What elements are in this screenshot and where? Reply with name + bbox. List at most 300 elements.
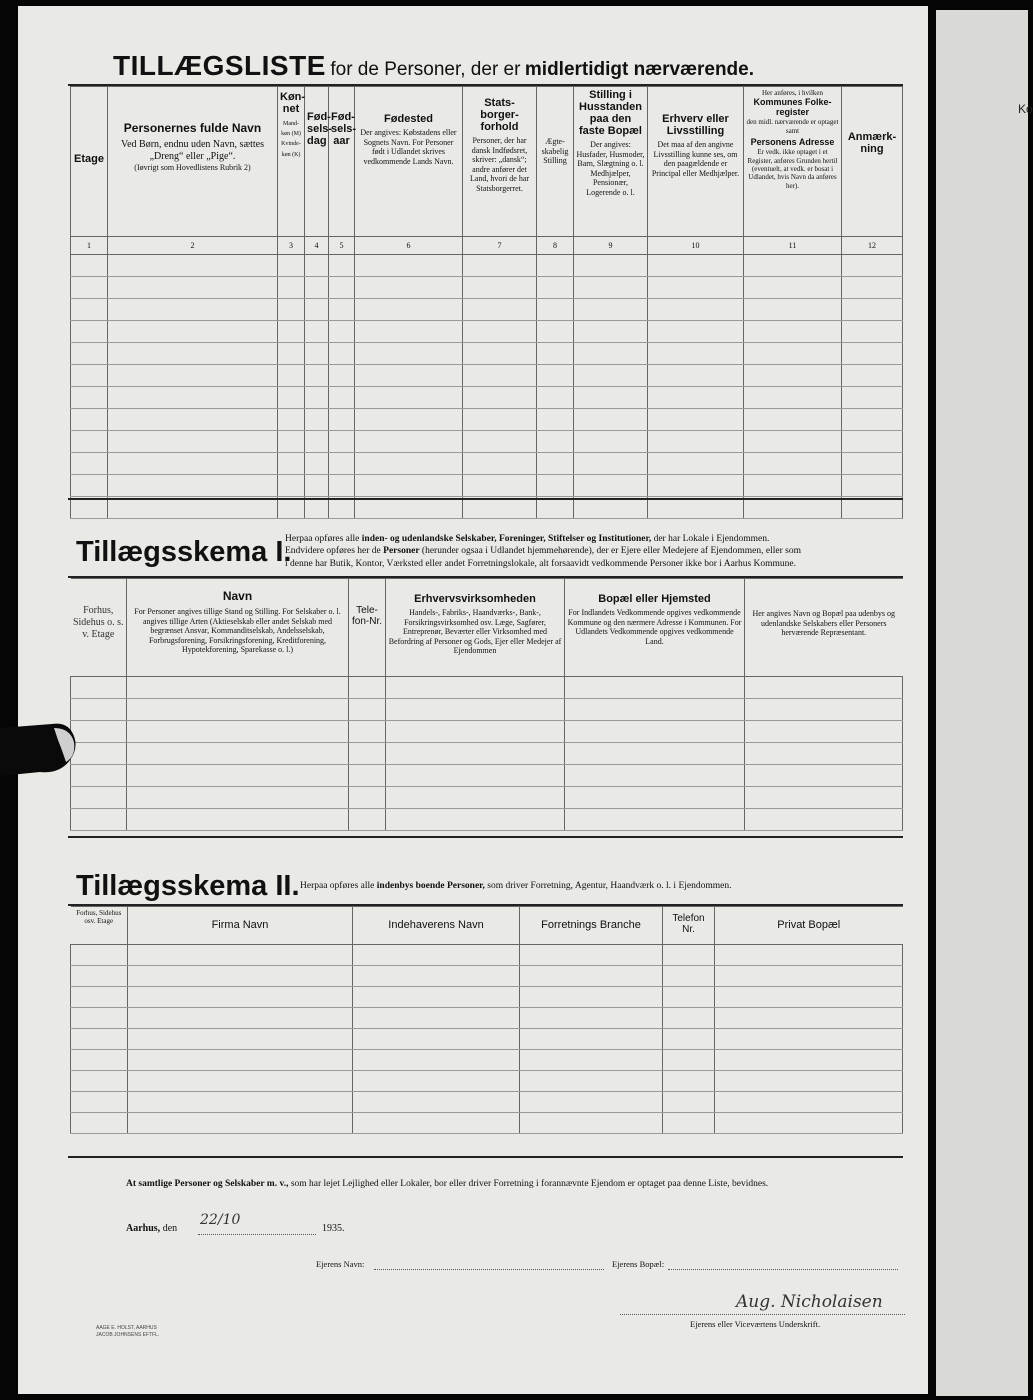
table-cell[interactable] <box>355 343 463 365</box>
skema1-intro-2c: (herunder ogsaa i Udlandet hjemmehørende), der er Ejere eller Medejere af Ejendommen, eller som <box>421 546 801 557</box>
table-cell[interactable] <box>745 765 903 787</box>
col-number: 12 <box>842 237 903 255</box>
skema1-header-name-sub: For Personer angives tillige Stand og Stilling. For Selskaber o. l. angives tillige Arten (Aktieselskab eller andet Selskab med begrænset Ansvar, Kommanditselskab, Andelsselskab, Forbrugsforening, Forsikringsforening, Kreditforening, Hypotekforening, Sparekasse o. l.) <box>134 607 341 655</box>
table-cell[interactable] <box>520 1008 663 1029</box>
table-cell[interactable] <box>355 277 463 299</box>
table-cell[interactable] <box>537 431 574 453</box>
table-cell[interactable] <box>537 409 574 431</box>
skema1-intro-3: i denne har Butik, Kontor, Værksted eller andet Forretningslokale, alt forsaavidt vedkommende Personer ikke bor i Aarhus Kommune. <box>285 558 797 569</box>
table-cell[interactable] <box>715 1113 903 1134</box>
skema1-intro <box>285 533 905 570</box>
table-cell[interactable] <box>128 987 353 1008</box>
table-cell[interactable] <box>71 1050 128 1071</box>
table-cell[interactable] <box>386 743 565 765</box>
table-cell[interactable] <box>71 1029 128 1050</box>
table-cell[interactable] <box>565 809 745 831</box>
table-cell[interactable] <box>565 699 745 721</box>
table-row <box>71 255 903 277</box>
table-cell[interactable] <box>353 1092 520 1113</box>
table-cell[interactable] <box>574 387 648 409</box>
table-cell[interactable] <box>574 277 648 299</box>
table-cell[interactable] <box>537 475 574 497</box>
table-cell[interactable] <box>108 387 278 409</box>
table-cell[interactable] <box>463 387 537 409</box>
table-cell[interactable] <box>71 787 127 809</box>
table-cell[interactable] <box>71 343 108 365</box>
table-cell[interactable] <box>574 431 648 453</box>
table-cell[interactable] <box>128 945 353 966</box>
table-cell[interactable] <box>744 277 842 299</box>
skema2-header-firm <box>128 907 353 945</box>
table-cell[interactable] <box>71 945 128 966</box>
table-cell[interactable] <box>537 321 574 343</box>
header-birthplace-sub: Der angives: Købstadens eller Sognets Navn. For Personer født i Udlandet skrives vedkommende Lands Navn. <box>360 128 457 166</box>
table-cell[interactable] <box>463 409 537 431</box>
table-cell[interactable] <box>128 966 353 987</box>
table-cell[interactable] <box>386 721 565 743</box>
header-register-sub: den midl. nærværende er optaget samt <box>746 118 839 135</box>
table-cell[interactable] <box>537 387 574 409</box>
main-table-bottom-rule <box>68 498 903 500</box>
table-cell[interactable] <box>744 365 842 387</box>
table-cell[interactable] <box>108 343 278 365</box>
table-cell[interactable] <box>663 966 715 987</box>
table-cell[interactable] <box>463 431 537 453</box>
table-cell[interactable] <box>386 699 565 721</box>
table-cell[interactable] <box>353 945 520 966</box>
table-cell[interactable] <box>353 1029 520 1050</box>
table-cell[interactable] <box>744 343 842 365</box>
skema1-table <box>70 578 903 831</box>
table-row <box>71 721 903 743</box>
table-cell[interactable] <box>278 387 305 409</box>
table-cell[interactable] <box>463 299 537 321</box>
table-cell[interactable] <box>715 987 903 1008</box>
table-cell[interactable] <box>127 743 349 765</box>
date-handwritten: 22/10 <box>200 1212 241 1228</box>
table-cell[interactable] <box>278 321 305 343</box>
table-cell[interactable] <box>663 987 715 1008</box>
signature-handwritten: Aug. Nicholaisen <box>736 1292 883 1312</box>
table-cell[interactable] <box>355 299 463 321</box>
table-cell[interactable] <box>71 277 108 299</box>
table-cell[interactable] <box>537 277 574 299</box>
table-cell[interactable] <box>108 255 278 277</box>
table-cell[interactable] <box>108 431 278 453</box>
header-etage <box>71 87 108 237</box>
table-cell[interactable] <box>715 1071 903 1092</box>
table-cell[interactable] <box>744 431 842 453</box>
table-cell[interactable] <box>305 299 329 321</box>
table-cell[interactable] <box>108 409 278 431</box>
table-cell[interactable] <box>71 1113 128 1134</box>
table-cell[interactable] <box>71 431 108 453</box>
header-remarks-title: Anmærk-ning <box>847 131 897 155</box>
skema1-header-business-sub: Handels-, Fabriks-, Haandværks-, Bank-, Forsikringsvirksomhed osv. Læge, Sagfører, Entreprenør, Beværter eller Virksomhed med Befordring af Personer og Gods, Ejer eller Medejer af Ejendommen <box>388 608 562 656</box>
table-cell[interactable] <box>663 1050 715 1071</box>
table-cell[interactable] <box>355 255 463 277</box>
owner-name-label: Ejerens Navn: <box>316 1259 365 1269</box>
table-cell[interactable] <box>128 1113 353 1134</box>
table-cell[interactable] <box>663 945 715 966</box>
table-cell[interactable] <box>520 1050 663 1071</box>
table-row <box>71 299 903 321</box>
table-cell[interactable] <box>71 966 128 987</box>
skema1-intro-1a: Herpaa opføres alle <box>285 534 360 544</box>
table-cell[interactable] <box>353 1008 520 1029</box>
skema2-intro-b: indenbys boende Personer, <box>376 881 485 891</box>
table-cell[interactable] <box>745 699 903 721</box>
table-cell[interactable] <box>71 365 108 387</box>
table-cell[interactable] <box>574 255 648 277</box>
table-cell[interactable] <box>520 1071 663 1092</box>
header-gender-title: Køn-net <box>280 91 306 115</box>
footer-place <box>126 1222 177 1235</box>
table-cell[interactable] <box>71 299 108 321</box>
table-cell[interactable] <box>305 431 329 453</box>
table-cell[interactable] <box>715 1029 903 1050</box>
table-cell[interactable] <box>108 321 278 343</box>
table-cell[interactable] <box>305 453 329 475</box>
table-cell[interactable] <box>355 431 463 453</box>
table-cell[interactable] <box>842 431 903 453</box>
table-cell[interactable] <box>520 1113 663 1134</box>
header-household <box>574 87 648 237</box>
table-cell[interactable] <box>349 677 386 699</box>
table-cell[interactable] <box>71 475 108 497</box>
skema2-title: Tillægsskema II. <box>76 870 300 902</box>
table-cell[interactable] <box>71 699 127 721</box>
table-row <box>71 475 903 497</box>
header-citizenship-sub: Personer, der har dansk Indfødsret, skriver: „dansk“; andre anfører det Land, hvori de har Statsborgerret. <box>469 136 530 193</box>
header-gender <box>278 87 305 237</box>
date-line <box>198 1234 316 1235</box>
skema1-header-name-title: Navn <box>222 589 253 603</box>
form-page <box>18 6 928 1394</box>
table-cell[interactable] <box>842 453 903 475</box>
table-cell[interactable] <box>128 1050 353 1071</box>
table-cell[interactable] <box>355 475 463 497</box>
main-table <box>70 86 903 519</box>
table-cell[interactable] <box>71 321 108 343</box>
table-cell[interactable] <box>663 1113 715 1134</box>
skema2-header-phone-label: Telefon Nr. <box>672 913 705 935</box>
table-cell[interactable] <box>565 677 745 699</box>
table-cell[interactable] <box>537 343 574 365</box>
table-cell[interactable] <box>278 409 305 431</box>
table-cell[interactable] <box>537 365 574 387</box>
header-household-sub: Der angives: Husfader, Husmoder, Barn, Slægtning o. l. Medhjælper, Pensionær, Logerende o. l. <box>576 140 645 197</box>
table-cell[interactable] <box>278 343 305 365</box>
table-cell[interactable] <box>744 475 842 497</box>
table-cell[interactable] <box>128 1071 353 1092</box>
table-cell[interactable] <box>648 409 744 431</box>
table-cell[interactable] <box>745 787 903 809</box>
table-cell[interactable] <box>842 387 903 409</box>
table-cell[interactable] <box>537 453 574 475</box>
table-row <box>71 277 903 299</box>
table-cell[interactable] <box>574 343 648 365</box>
skema1-bottom-rule <box>68 836 903 838</box>
table-cell[interactable] <box>463 255 537 277</box>
table-cell[interactable] <box>715 945 903 966</box>
main-title <box>113 50 754 82</box>
table-cell[interactable] <box>663 1071 715 1092</box>
table-cell[interactable] <box>648 475 744 497</box>
table-cell[interactable] <box>329 321 355 343</box>
table-cell[interactable] <box>648 277 744 299</box>
table-cell[interactable] <box>842 475 903 497</box>
table-cell[interactable] <box>329 299 355 321</box>
table-cell[interactable] <box>386 765 565 787</box>
table-cell[interactable] <box>305 343 329 365</box>
table-cell[interactable] <box>329 409 355 431</box>
footer-den-label: den <box>162 1223 178 1234</box>
table-row <box>71 365 903 387</box>
table-cell[interactable] <box>127 677 349 699</box>
table-cell[interactable] <box>127 809 349 831</box>
table-cell[interactable] <box>305 365 329 387</box>
table-cell[interactable] <box>574 409 648 431</box>
footer-statement-a: At samtlige Personer og Selskaber m. v., <box>126 1179 289 1189</box>
header-register-title2: Personens Adresse <box>750 137 835 148</box>
owner-address-label: Ejerens Bopæl: <box>612 1259 665 1269</box>
skema1-header-business-title: Erhvervsvirksomheden <box>414 593 536 605</box>
header-occupation-title: Erhverv eller Livsstilling <box>662 113 729 137</box>
table-cell[interactable] <box>71 1071 128 1092</box>
table-cell[interactable] <box>744 321 842 343</box>
table-cell[interactable] <box>386 787 565 809</box>
table-cell[interactable] <box>386 809 565 831</box>
table-cell[interactable] <box>574 321 648 343</box>
table-cell[interactable] <box>355 453 463 475</box>
header-gender-sub: Mand-køn (M) Kvinde-køn (K) <box>281 121 301 158</box>
skema1-header-etage <box>71 579 127 677</box>
table-cell[interactable] <box>127 721 349 743</box>
table-cell[interactable] <box>463 475 537 497</box>
table-cell[interactable] <box>745 809 903 831</box>
table-cell[interactable] <box>520 945 663 966</box>
table-cell[interactable] <box>108 475 278 497</box>
table-cell[interactable] <box>278 453 305 475</box>
table-cell[interactable] <box>745 743 903 765</box>
table-cell[interactable] <box>349 787 386 809</box>
table-cell[interactable] <box>520 1029 663 1050</box>
table-cell[interactable] <box>329 387 355 409</box>
title-bold-text: midlertidigt nærværende. <box>524 59 755 80</box>
table-cell[interactable] <box>565 721 745 743</box>
table-cell[interactable] <box>745 677 903 699</box>
table-cell[interactable] <box>329 277 355 299</box>
table-cell[interactable] <box>537 299 574 321</box>
skema2-intro-a: Herpaa opføres alle <box>300 881 375 891</box>
table-cell[interactable] <box>108 453 278 475</box>
skema2-header-etage <box>71 907 128 945</box>
table-cell[interactable] <box>278 475 305 497</box>
table-cell[interactable] <box>842 299 903 321</box>
table-cell[interactable] <box>278 277 305 299</box>
table-cell[interactable] <box>353 987 520 1008</box>
table-cell[interactable] <box>744 453 842 475</box>
table-cell[interactable] <box>520 987 663 1008</box>
table-cell[interactable] <box>108 299 278 321</box>
table-cell[interactable] <box>349 743 386 765</box>
table-cell[interactable] <box>355 365 463 387</box>
table-cell[interactable] <box>353 1113 520 1134</box>
table-cell[interactable] <box>128 1008 353 1029</box>
table-cell[interactable] <box>355 409 463 431</box>
table-row <box>71 1071 903 1092</box>
table-cell[interactable] <box>349 699 386 721</box>
table-cell[interactable] <box>648 321 744 343</box>
table-cell[interactable] <box>648 343 744 365</box>
table-cell[interactable] <box>648 255 744 277</box>
table-cell[interactable] <box>128 1029 353 1050</box>
table-cell[interactable] <box>744 255 842 277</box>
signature-label: Ejerens eller Viceværtens Underskrift. <box>690 1319 821 1329</box>
table-cell[interactable] <box>574 299 648 321</box>
table-cell[interactable] <box>128 1092 353 1113</box>
table-cell[interactable] <box>278 431 305 453</box>
table-row <box>71 1029 903 1050</box>
skema1-header-row <box>71 579 903 677</box>
table-cell[interactable] <box>278 299 305 321</box>
table-cell[interactable] <box>842 321 903 343</box>
main-table-body <box>71 255 903 519</box>
table-cell[interactable] <box>744 387 842 409</box>
table-cell[interactable] <box>71 255 108 277</box>
table-cell[interactable] <box>305 255 329 277</box>
header-register-sub2: Er vedk. ikke optaget i et Register, anføres Grunden hertil (eventuelt, at vedk. er bosat i Udlandet, hvis Navn da anføres her). <box>747 148 838 190</box>
table-cell[interactable] <box>842 365 903 387</box>
header-name <box>108 87 278 237</box>
col-number: 2 <box>108 237 278 255</box>
table-cell[interactable] <box>349 765 386 787</box>
table-cell[interactable] <box>715 1092 903 1113</box>
table-cell[interactable] <box>744 409 842 431</box>
table-cell[interactable] <box>329 343 355 365</box>
table-cell[interactable] <box>565 765 745 787</box>
table-cell[interactable] <box>329 453 355 475</box>
table-cell[interactable] <box>463 321 537 343</box>
table-cell[interactable] <box>71 677 127 699</box>
skema2-body <box>71 945 903 1134</box>
table-cell[interactable] <box>305 387 329 409</box>
skema2-intro <box>300 880 731 892</box>
table-cell[interactable] <box>71 387 108 409</box>
table-cell[interactable] <box>305 321 329 343</box>
table-cell[interactable] <box>715 966 903 987</box>
table-cell[interactable] <box>127 787 349 809</box>
table-cell[interactable] <box>842 255 903 277</box>
table-cell[interactable] <box>305 475 329 497</box>
table-cell[interactable] <box>842 409 903 431</box>
table-cell[interactable] <box>353 1071 520 1092</box>
table-cell[interactable] <box>71 1008 128 1029</box>
table-cell[interactable] <box>71 809 127 831</box>
header-occupation <box>648 87 744 237</box>
table-cell[interactable] <box>71 987 128 1008</box>
table-cell[interactable] <box>108 277 278 299</box>
table-cell[interactable] <box>353 966 520 987</box>
table-cell[interactable] <box>648 365 744 387</box>
table-cell[interactable] <box>349 809 386 831</box>
table-cell[interactable] <box>355 321 463 343</box>
table-cell[interactable] <box>329 255 355 277</box>
table-cell[interactable] <box>648 453 744 475</box>
table-cell[interactable] <box>574 475 648 497</box>
table-cell[interactable] <box>329 475 355 497</box>
table-cell[interactable] <box>127 765 349 787</box>
table-cell[interactable] <box>565 787 745 809</box>
table-cell[interactable] <box>463 277 537 299</box>
owner-address-line <box>668 1269 898 1270</box>
skema1-header-representative <box>745 579 903 677</box>
table-cell[interactable] <box>842 277 903 299</box>
skema2-intro-c: som driver Forretning, Agentur, Haandværk o. l. i Ejendommen. <box>487 881 732 891</box>
table-cell[interactable] <box>842 343 903 365</box>
table-cell[interactable] <box>574 453 648 475</box>
table-cell[interactable] <box>71 409 108 431</box>
table-cell[interactable] <box>305 409 329 431</box>
table-cell[interactable] <box>71 1092 128 1113</box>
table-row <box>71 743 903 765</box>
column-number-row <box>71 237 903 255</box>
skema2-header-residence <box>715 907 903 945</box>
edge-text: Ko <box>1018 102 1033 116</box>
col-number: 11 <box>744 237 842 255</box>
header-birthyear-title: Fød-sels-aar <box>331 111 357 147</box>
table-cell[interactable] <box>463 453 537 475</box>
table-cell[interactable] <box>278 365 305 387</box>
table-cell[interactable] <box>329 431 355 453</box>
table-cell[interactable] <box>463 343 537 365</box>
skema1-intro-1b: inden- og udenlandske Selskaber, Foreninger, Stiftelser og Institutioner, <box>361 534 652 544</box>
table-cell[interactable] <box>329 365 355 387</box>
table-cell[interactable] <box>386 677 565 699</box>
table-cell[interactable] <box>353 1050 520 1071</box>
table-cell[interactable] <box>663 1092 715 1113</box>
table-cell[interactable] <box>127 699 349 721</box>
table-cell[interactable] <box>355 387 463 409</box>
header-etage-title: Etage <box>74 153 104 165</box>
table-cell[interactable] <box>663 1008 715 1029</box>
table-cell[interactable] <box>537 255 574 277</box>
table-cell[interactable] <box>648 299 744 321</box>
table-cell[interactable] <box>663 1029 715 1050</box>
table-cell[interactable] <box>574 365 648 387</box>
table-cell[interactable] <box>565 743 745 765</box>
skema1-intro-2a: Endvidere opføres her de <box>285 546 381 557</box>
table-cell[interactable] <box>648 431 744 453</box>
table-cell[interactable] <box>463 365 537 387</box>
table-cell[interactable] <box>648 387 744 409</box>
table-cell[interactable] <box>108 365 278 387</box>
table-cell[interactable] <box>744 299 842 321</box>
signature-line <box>620 1314 905 1315</box>
table-cell[interactable] <box>71 453 108 475</box>
table-row <box>71 765 903 787</box>
table-cell[interactable] <box>520 966 663 987</box>
table-cell[interactable] <box>520 1092 663 1113</box>
table-cell[interactable] <box>349 721 386 743</box>
table-cell[interactable] <box>715 1050 903 1071</box>
table-cell[interactable] <box>278 255 305 277</box>
col-number: 9 <box>574 237 648 255</box>
table-cell[interactable] <box>715 1008 903 1029</box>
table-cell[interactable] <box>745 721 903 743</box>
table-cell[interactable] <box>305 277 329 299</box>
